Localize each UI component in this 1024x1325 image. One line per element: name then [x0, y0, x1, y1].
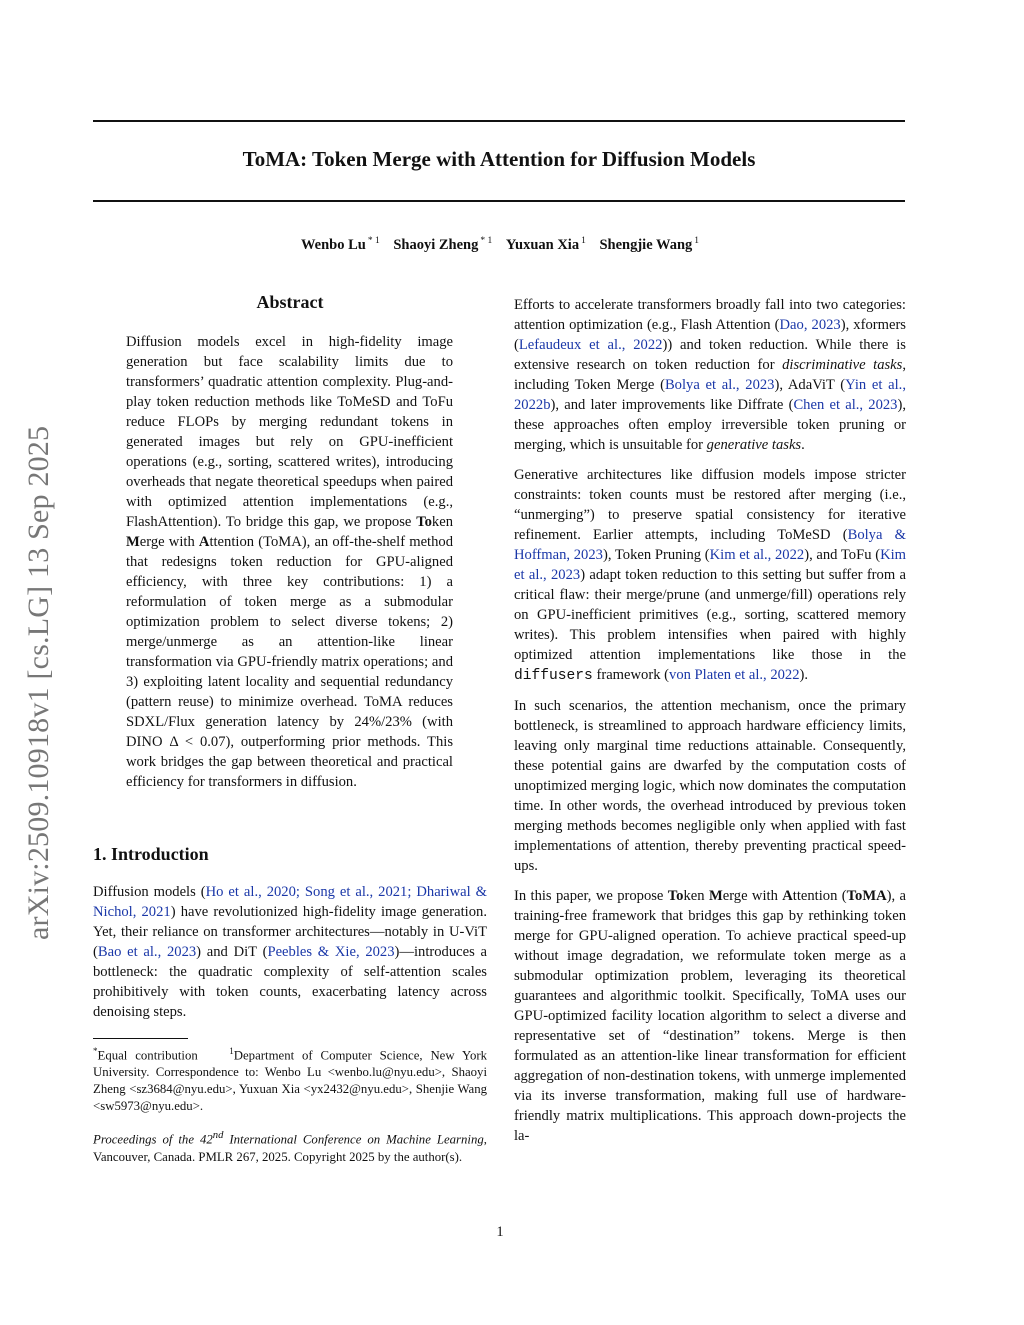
left-column [93, 292, 487, 1166]
arxiv-identifier: arXiv:2509.10918v1 [cs.LG] 13 Sep 2025 [22, 425, 55, 940]
author: Shaoyi Zheng $^{* 1}$ [393, 236, 493, 253]
citation-link[interactable]: Kim et al., 2022 [709, 547, 805, 563]
body-paragraph: Efforts to accelerate transformers broadly fall into two categories: attention optimization (e.g., Flash Attention (Dao, 2023), xformers (Lefaudeux et al., 2022)) and token reduction. While there is extensive research on token reduction for discriminative tasks, including Token Merge (Bolya et al., 2023), AdaViT (Yin et al., 2022b), and later improvements like Diffrate (Chen et al., 2023), these approaches often employ irreversible token pruning or merging, which is unsuitable for generative tasks. [514, 297, 906, 453]
page-number: 1 [496, 1224, 504, 1240]
title-top-rule [93, 120, 905, 122]
citation-link[interactable]: Peebles & Xie, 2023 [267, 944, 395, 960]
right-column [514, 295, 906, 1156]
paper-title: ToMA: Token Merge with Attention for Diffusion Models [242, 147, 756, 171]
citation-link[interactable]: Bao et al., 2023 [97, 944, 197, 960]
author: Shengjie Wang $^1$ [599, 236, 700, 253]
citation-link[interactable]: Dao, 2023 [779, 317, 841, 333]
code-term: diffusers [514, 668, 593, 684]
author: Yuxuan Xia $^1$ [505, 236, 586, 253]
introduction-paragraph: Diffusion models (Ho et al., 2020; Song et al., 2021; Dhariwal & Nichol, 2021) have revolutionized high-fidelity image generation. Yet, their reliance on transformer architectures—notably in U-ViT (Bao et al., 2023) and DiT (Peebles & Xie, 2023)—introduces a bottleneck: the quadratic complexity of self-attention scales prohibitively with token counts, exacerbating latency across denoising steps. [93, 884, 487, 1020]
citation-link[interactable]: von Platen et al., 2022 [669, 667, 800, 683]
title-bottom-rule [93, 200, 905, 202]
body-paragraph: In this paper, we propose Token Merge with Attention (ToMA), a training-free framework that bridges this gap by rethinking token merge for GPU-aligned operation. To achieve practical speed-up without image degradation, we reformulate token merge as a submodular optimization problem, leveraging its theoretical guarantees and algorithmic toolkit. Specifically, ToMA uses our GPU-optimized facility location algorithm to select a diverse and representative set of “destination” tokens. Merge is then formulated as an attention-like linear transformation for efficient aggregation of non-destination tokens, with unmerge implemented via its inverse transformation, making full use of hardware-friendly matrix multiplications. This approach down-projects the la- [514, 888, 906, 1144]
body-paragraph: In such scenarios, the attention mechanism, once the primary bottleneck, is streamlined to approach hardware efficiency limits, leaving only marginal time reductions attainable. Consequently, these potential gains are dwarfed by the computation costs of unoptimized merging logic, which now dominates the computation time. In other words, the overhead introduced by previous token merging methods becomes negligible only when applied with fast implementations of attention, thereby preventing practical speed-ups. [514, 698, 906, 874]
author-list [0, 236, 1000, 254]
citation-link[interactable]: Yin et al., 2022b [514, 377, 906, 413]
citation-link[interactable]: Kim et al., 2023 [514, 547, 907, 583]
footnote-rule [93, 1038, 188, 1039]
citation-link[interactable]: Lefaudeux et al., 2022 [518, 337, 663, 353]
citation-link[interactable]: Ho et al., 2020; Song et al., 2021; Dhariwal & Nichol, 2021 [93, 884, 487, 920]
footnote: *Equal contribution $^1$Department of Computer Science, New York University. Correspondence to: Wenbo Lu <wenbo.lu@nyu.edu>, Shaoyi Zheng <sz3684@nyu.edu>, Yuxuan Xia <yx2432@nyu.edu>, Shenjie Wang <sw5973@nyu.edu>. [93, 1046, 488, 1114]
introduction-heading: 1. Introduction [93, 844, 209, 864]
author: Wenbo Lu $^{* 1}$ [300, 236, 380, 253]
body-paragraph: Generative architectures like diffusion models impose stricter constraints: token counts must be restored after merging (i.e., “unmerging”) to preserve spatial consistency for iterative refinement. Earlier attempts, including ToMeSD (Bolya & Hoffman, 2023), Token Pruning (Kim et al., 2022), and ToFu (Kim et al., 2023) adapt token reduction to this setting but suffer from a critical flaw: their merge/prune (and unmerge/fill) operations rely on GPU-inefficient primitives (e.g., sorting, scattered memory writes). This problem intensifies when paired with highly optimized attention implementations like those in the diffusers framework (von Platen et al., 2022). [514, 467, 907, 684]
citation-link[interactable]: Bolya & Hoffman, 2023 [514, 527, 906, 563]
citation-link[interactable]: Chen et al., 2023 [793, 397, 898, 413]
citation-link[interactable]: Bolya et al., 2023 [664, 377, 775, 393]
proceedings-note: Proceedings of the 42nd International Conference on Machine Learning, Vancouver, Canada. PMLR 267, 2025. Copyright 2025 by the author(s). [93, 1130, 487, 1164]
abstract-text: Diffusion models excel in high-fidelity image generation but face scalability limits due to transformers’ quadratic attention complexity. Plug-and-play token reduction methods like ToMeSD and ToFu reduce FLOPs by merging redundant tokens in generated images but rely on GPU-inefficient operations (e.g., sorting, scattered writes), introducing overheads that negate theoretical speedups when paired with optimized attention implementations (e.g., FlashAttention). To bridge this gap, we propose Token Merge with Attention (ToMA), an off-the-shelf method that redesigns token reduction for GPU-aligned efficiency, with three key contributions: 1) a reformulation of token merge as a submodular optimization problem to select diverse tokens; 2) merge/unmerge as an attention-like linear transformation via GPU-friendly matrix operations; and 3) exploiting latent locality and sequential redundancy (pattern reuse) to minimize overhead. ToMA reduces SDXL/Flux generation latency by 24%/23% (with DINO Δ < 0.07), outperforming prior methods. This work bridges the gap between theoretical and practical efficiency for transformers in diffusion. [126, 334, 453, 790]
abstract-heading: Abstract [256, 292, 324, 312]
